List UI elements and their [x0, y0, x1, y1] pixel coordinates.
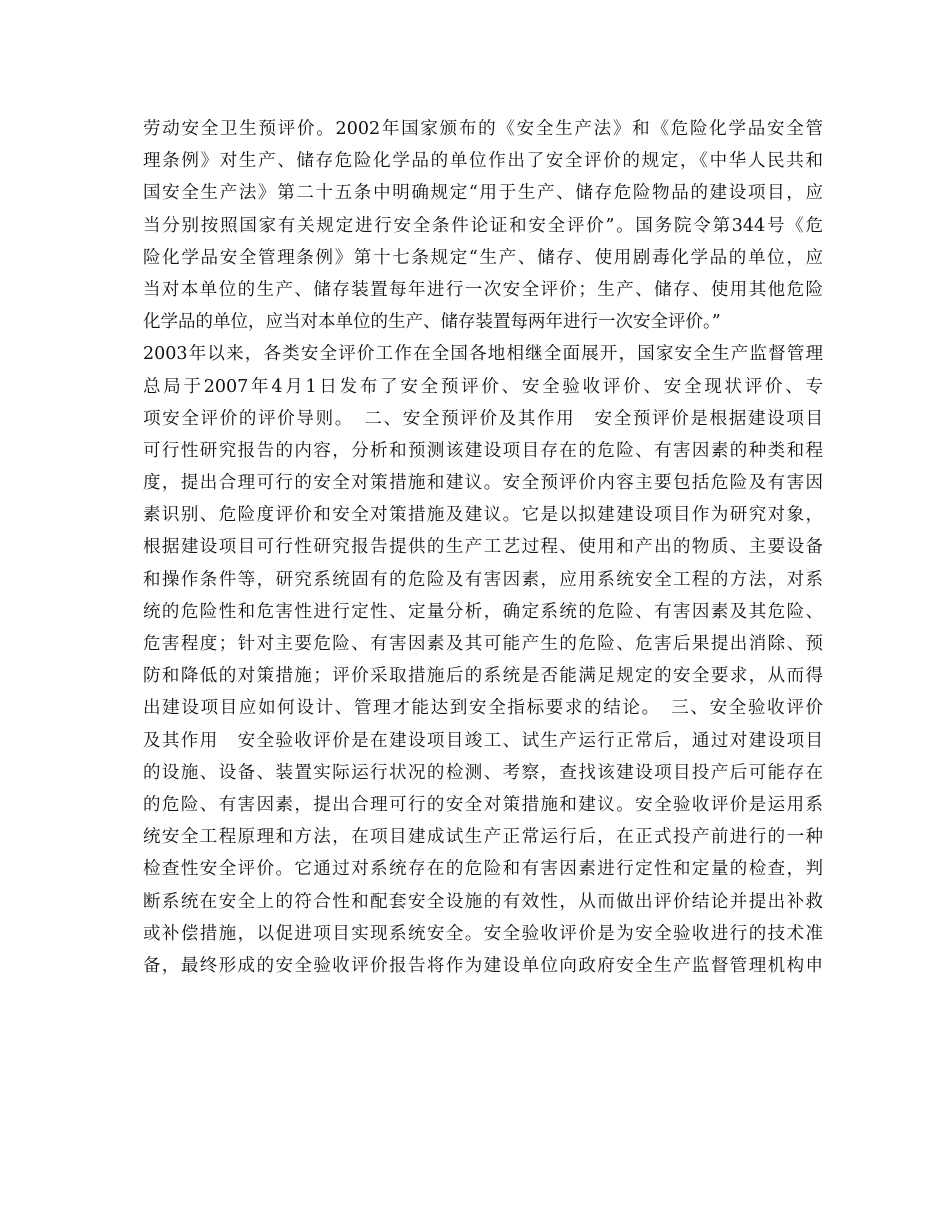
text-line: 度，提出合理可行的安全对策措施和建议。安全预评价内容主要包括危险及有害因: [143, 473, 823, 494]
text-line: 出建设项目应如何设计、管理才能达到安全指标要求的结论。 三、安全验收评价: [143, 698, 823, 719]
text-line: 当分别按照国家有关规定进行安全条件论证和安全评价”。国务院令第344号《危: [143, 215, 823, 236]
text-line: 劳动安全卫生预评价。2002年国家颁布的《安全生产法》和《危险化学品安全管: [143, 119, 823, 139]
text-line: 统安全工程原理和方法，在项目建成试生产正常运行后，在正式投产前进行的一种: [143, 827, 823, 848]
text-line: 险化学品安全管理条例》第十七条规定“生产、储存、使用剧毒化学品的单位，应: [143, 247, 823, 268]
text-line: 和操作条件等，研究系统固有的危险及有害因素，应用系统安全工程的方法，对系: [143, 569, 823, 590]
text-line: 断系统在安全上的符合性和配套安全设施的有效性，从而做出评价结论并提出补救: [143, 891, 823, 912]
text-line: 检查性安全评价。它通过对系统存在的危险和有害因素进行定性和定量的检查，判: [143, 859, 823, 880]
text-line: 理条例》对生产、储存危险化学品的单位作出了安全评价的规定，《中华人民共和: [143, 151, 823, 172]
text-line: 危害程度；针对主要危险、有害因素及其可能产生的危险、危害后果提出消除、预: [143, 634, 823, 654]
text-line: 素识别、危险度评价和安全对策措施及建议。它是以拟建建设项目作为研究对象，: [143, 505, 823, 526]
text-line: 的设施、设备、装置实际运行状况的检测、考察，查找该建设项目投产后可能存在: [143, 762, 823, 783]
text-line: 当对本单位的生产、储存装置每年进行一次安全评价；生产、储存、使用其他危险: [143, 279, 823, 300]
text-line: 国安全生产法》第二十五条中明确规定“用于生产、储存危险物品的建设项目，应: [143, 183, 823, 204]
text-line: 统的危险性和危害性进行定性、定量分析，确定系统的危险、有害因素及其危险、: [143, 601, 823, 622]
text-line: 总局于2007年4月1日发布了安全预评价、安全验收评价、安全现状评价、专: [143, 376, 823, 397]
text-line: 项安全评价的评价导则。 二、安全预评价及其作用 安全预评价是根据建设项目: [143, 408, 823, 429]
text-line: 防和降低的对策措施；评价采取措施后的系统是否能满足规定的安全要求，从而得: [143, 666, 823, 687]
body-text: [143, 113, 823, 982]
text-line: 或补偿措施，以促进项目实现系统安全。安全验收评价是为安全验收进行的技术准: [143, 923, 823, 944]
text-line: 化学品的单位，应当对本单位的生产、储存装置每两年进行一次安全评价。”: [143, 312, 721, 333]
text-line: 及其作用 安全验收评价是在建设项目竣工、试生产运行正常后，通过对建设项目: [143, 730, 823, 751]
text-line: 备，最终形成的安全验收评价报告将作为建设单位向政府安全生产监督管理机构申: [143, 955, 823, 976]
text-line: 可行性研究报告的内容，分析和预测该建设项目存在的危险、有害因素的种类和程: [143, 440, 823, 461]
text-line: 的危险、有害因素，提出合理可行的安全对策措施和建议。安全验收评价是运用系: [143, 794, 823, 815]
text-line: 根据建设项目可行性研究报告提供的生产工艺过程、使用和产出的物质、主要设备: [143, 537, 823, 558]
text-line: 2003年以来，各类安全评价工作在全国各地相继全面展开，国家安全生产监督管理: [143, 344, 823, 365]
